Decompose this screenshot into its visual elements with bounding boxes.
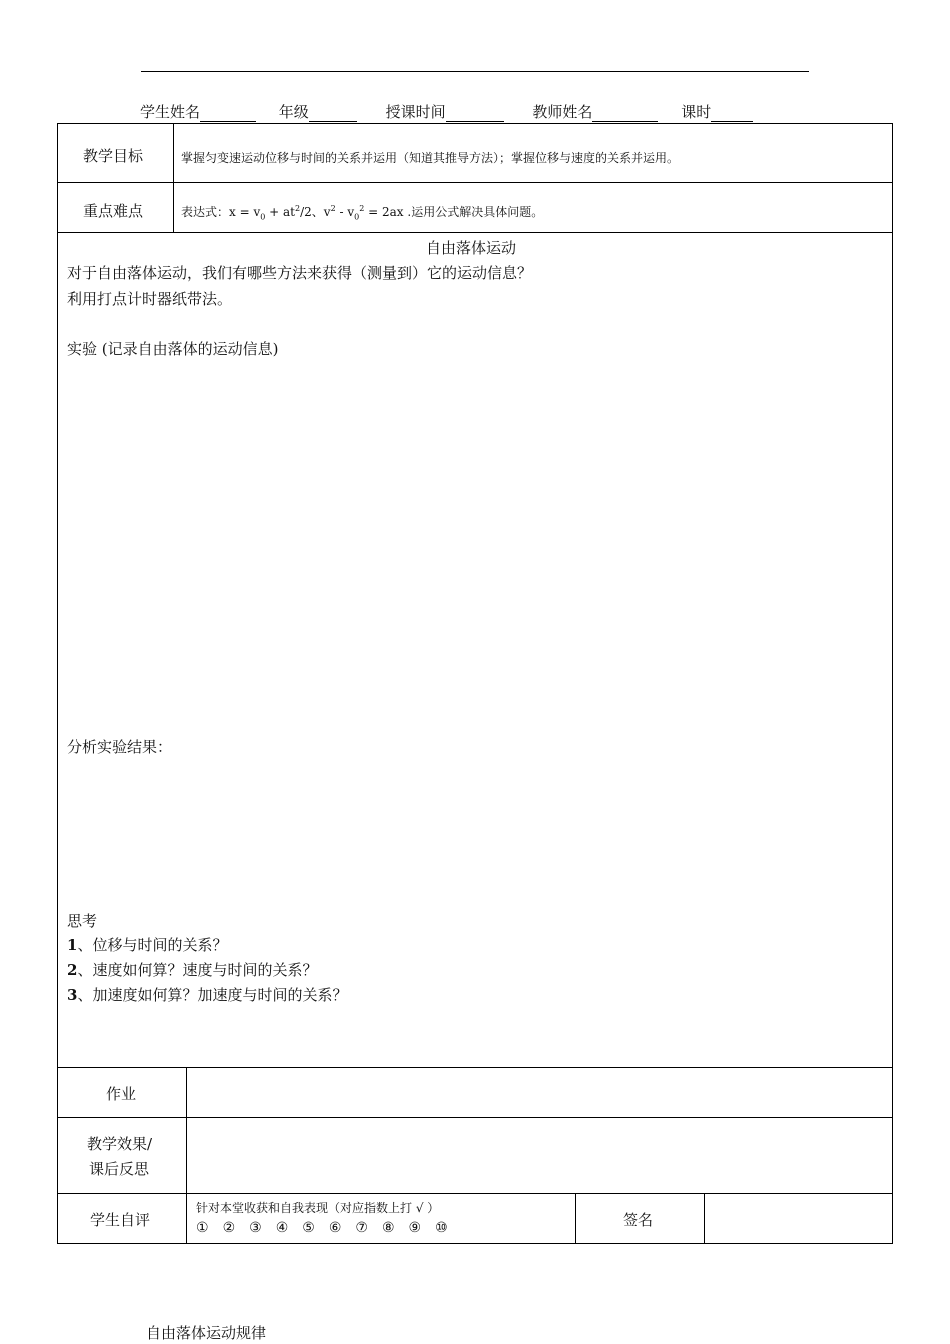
student-name-label: 学生姓名 — [140, 103, 201, 121]
scale-option-4[interactable]: ④ — [275, 1220, 289, 1236]
grade-blank[interactable] — [309, 106, 357, 122]
scale-option-9[interactable]: ⑨ — [408, 1220, 422, 1236]
scale-option-7[interactable]: ⑦ — [355, 1220, 368, 1236]
student-name-blank[interactable] — [200, 106, 256, 122]
formula-sub: 0 — [354, 212, 360, 222]
scale-option-3[interactable]: ③ — [249, 1220, 262, 1236]
sign-label: 签名 — [623, 1211, 654, 1229]
formula-sup: 2 — [295, 204, 301, 213]
formula-sup: 2 — [330, 204, 336, 213]
reflection-label-line2: 课后反思 — [89, 1160, 150, 1178]
formula-prefix: 表达式： — [181, 205, 230, 219]
item-number: 2 — [67, 961, 78, 979]
teacher-name-blank[interactable] — [592, 106, 658, 122]
answer-1: 利用打点计时器纸带法。 — [67, 290, 233, 308]
think-item-1 — [67, 934, 227, 955]
lesson-time-field[interactable] — [386, 101, 504, 122]
formula-part: - v — [335, 205, 355, 219]
item-text: 、位移与时间的关系？ — [77, 936, 228, 954]
scale-option-5[interactable]: ⑤ — [302, 1220, 315, 1236]
student-name-field[interactable] — [140, 101, 256, 122]
goals-label: 教学目标 — [83, 147, 144, 165]
think-item-3 — [67, 984, 347, 1005]
class-hours-blank[interactable] — [711, 106, 753, 122]
sign-input-area[interactable] — [706, 1194, 892, 1243]
item-text: 、速度如何算？速度与时间的关系？ — [77, 961, 318, 979]
formula-part: x = v — [229, 205, 261, 219]
item-number: 1 — [67, 936, 78, 954]
top-rule — [141, 71, 809, 72]
reflection-label-cell — [57, 1117, 187, 1194]
formula-part: = 2ax .运用公式解决具体问题。 — [364, 205, 544, 219]
class-hours-field[interactable] — [681, 101, 753, 122]
lesson-time-blank[interactable] — [446, 106, 504, 122]
grade-field[interactable] — [279, 101, 357, 122]
scale-option-10[interactable]: ⑩ — [435, 1220, 448, 1236]
scale-option-8[interactable]: ⑧ — [381, 1220, 395, 1236]
scale-option-6[interactable]: ⑥ — [328, 1220, 342, 1236]
formula-part: /2、v — [300, 205, 331, 219]
header-info — [140, 101, 840, 121]
formula-sub: 0 — [260, 212, 266, 222]
lesson-time-label: 授课时间 — [385, 103, 446, 121]
item-number: 3 — [67, 986, 78, 1004]
main-title: 自由落体运动 — [426, 239, 517, 257]
reflection-input-area[interactable] — [188, 1118, 892, 1193]
scale-option-2[interactable]: ② — [222, 1220, 236, 1236]
analysis-heading: 分析实验结果： — [67, 738, 173, 756]
teacher-name-field[interactable] — [532, 101, 658, 122]
formula-part: + at — [265, 205, 296, 219]
self-eval-scale — [196, 1220, 556, 1240]
homework-label: 作业 — [106, 1085, 137, 1103]
item-text: 、加速度如何算？加速度与时间的关系？ — [77, 986, 348, 1004]
question-1: 对于自由落体运动，我们有哪些方法来获得（测量到）它的运动信息？ — [67, 264, 533, 282]
goals-text: 掌握匀变速运动位移与时间的关系并运用（知道其推导方法）；掌握位移与速度的关系并运用。 — [181, 151, 680, 165]
think-heading: 思考 — [67, 912, 98, 930]
keypoints-label: 重点难点 — [83, 202, 144, 220]
scale-option-1[interactable]: ① — [196, 1220, 209, 1236]
reflection-label-line1: 教学效果/ — [87, 1135, 153, 1153]
think-item-2 — [67, 959, 317, 980]
class-hours-label: 课时 — [681, 103, 712, 121]
grade-label: 年级 — [278, 103, 309, 121]
self-eval-instruction: 针对本堂收获和自我表现（对应指数上打 √ ） — [196, 1201, 440, 1215]
homework-input-area[interactable] — [188, 1068, 892, 1117]
formula-sup: 2 — [359, 204, 365, 213]
experiment-heading: 实验 (记录自由落体的运动信息) — [67, 340, 279, 358]
footer-text: 自由落体运动规律 — [146, 1324, 267, 1342]
self-eval-label: 学生自评 — [90, 1211, 151, 1229]
teacher-name-label: 教师姓名 — [532, 103, 593, 121]
keypoints-formula — [181, 203, 543, 221]
